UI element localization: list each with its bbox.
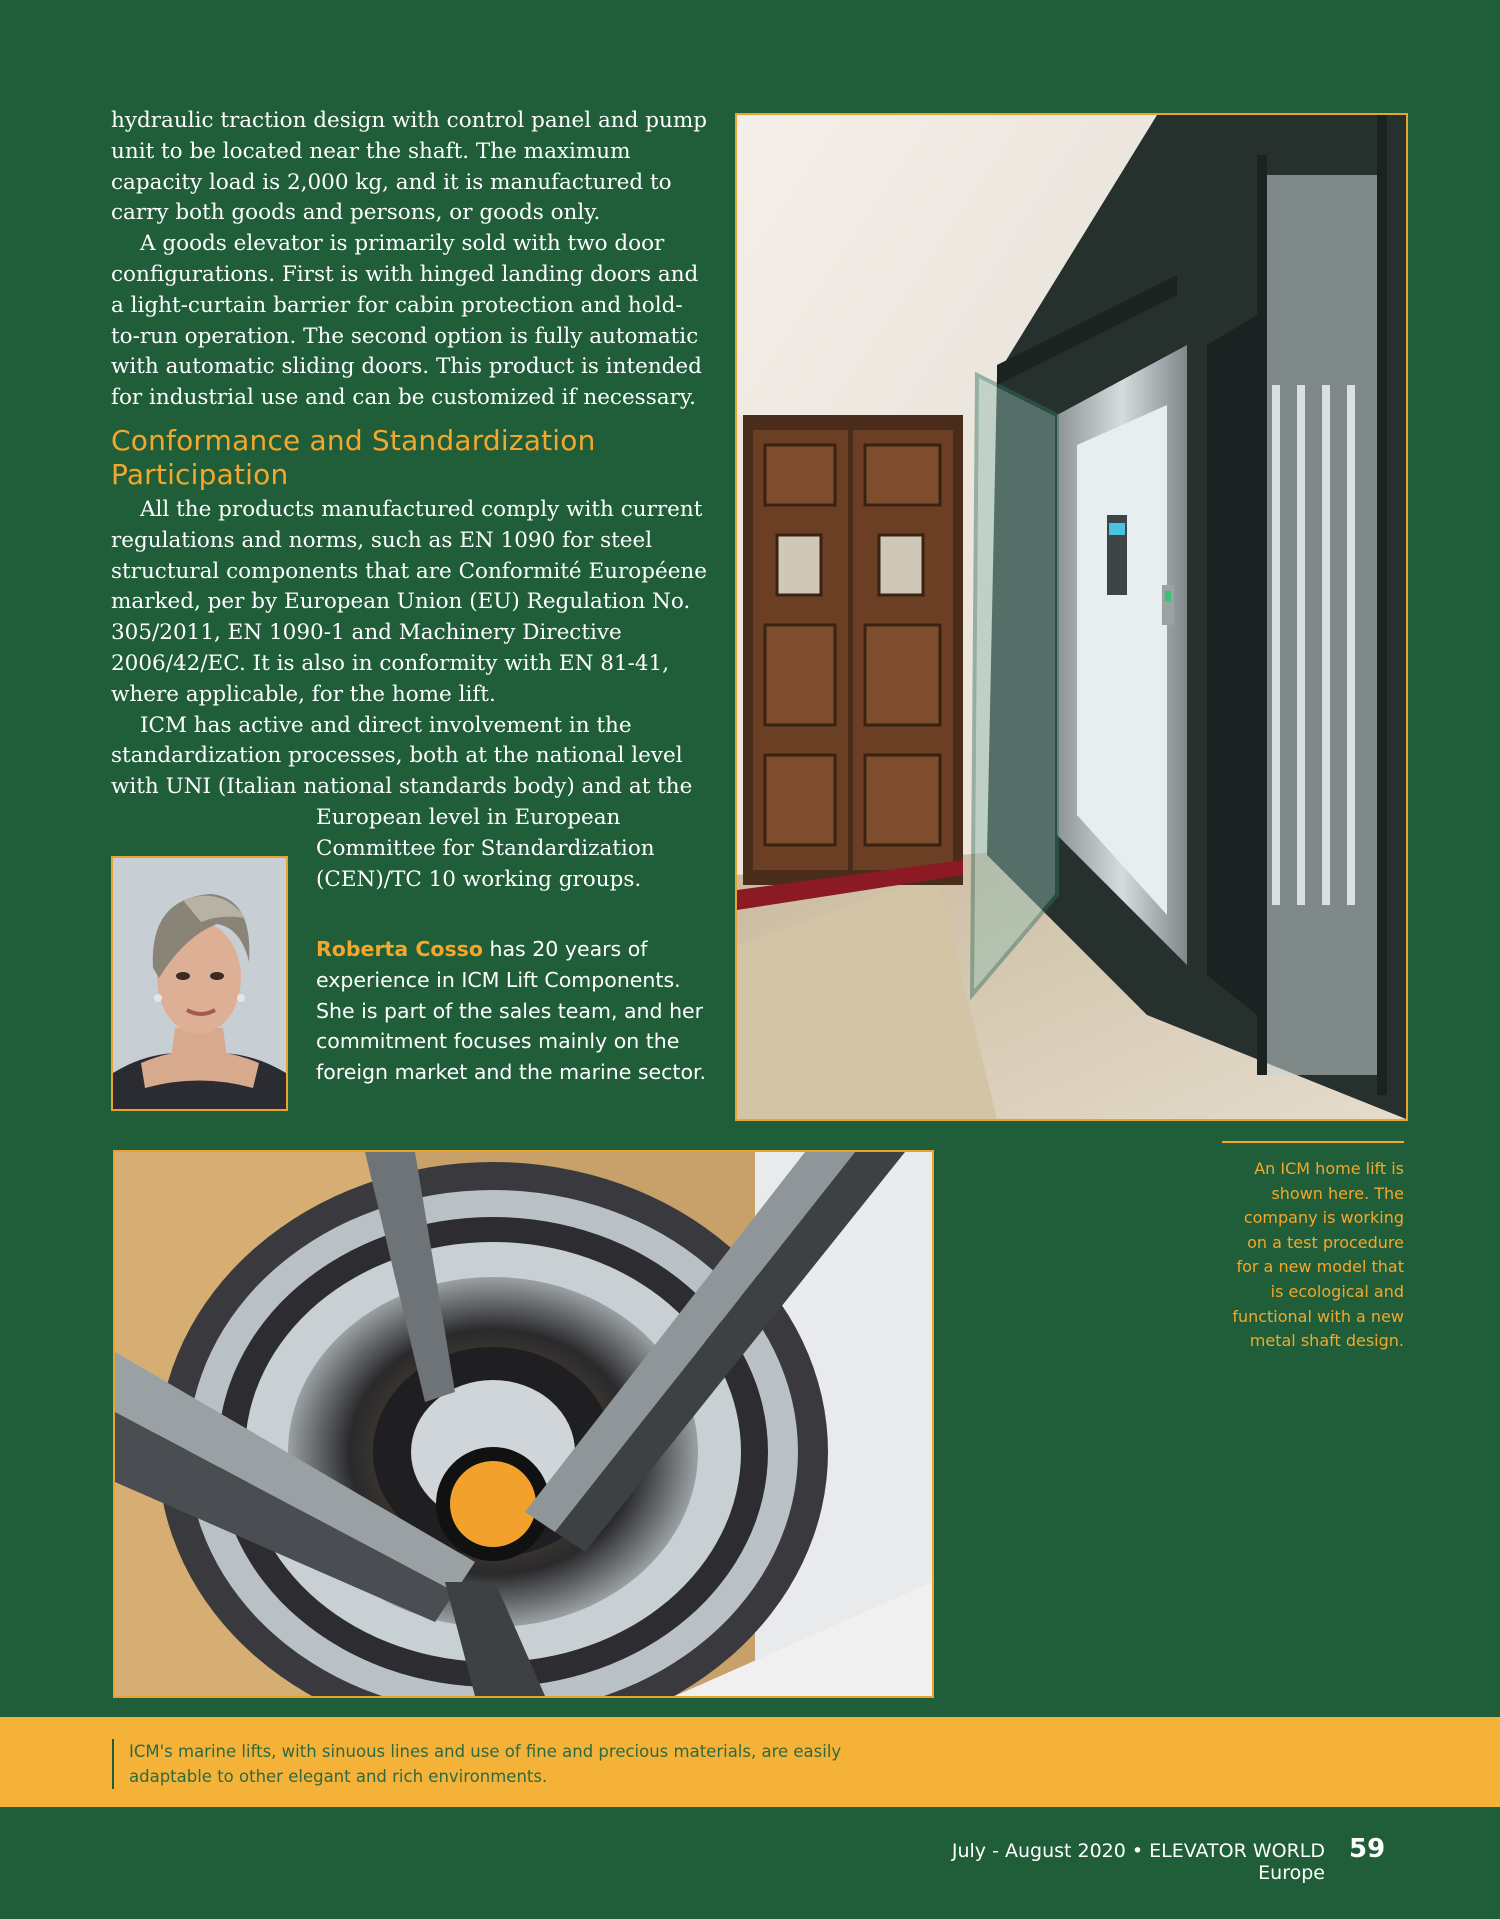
heading-line: Participation <box>111 457 289 491</box>
paragraph: hydraulic traction design with control panel and pump unit to be located near the shaft. The maximum capacity load is 2,000 kg, and it is manufactured to carry both goods and persons, or goods only. <box>111 108 707 226</box>
marine-lift-caption: ICM's marine lifts, with sinuous lines and use of fine and precious materials, are easily adaptable to other elegant and rich environments. <box>112 1739 889 1789</box>
home-lift-caption: An ICM home lift is shown here. The company is working on a test procedure for a new model that is ecological and functional with a new metal shaft design. <box>1222 1141 1404 1354</box>
home-lift-photo <box>735 113 1408 1121</box>
page-number: 59 <box>1349 1834 1386 1864</box>
author-portrait <box>111 856 288 1111</box>
paragraph-continued: European level in European Committee for Standardization (CEN)/TC 10 working groups. <box>316 804 655 892</box>
section-heading <box>111 424 711 492</box>
footer-issue: July - August 2020 • ELEVATOR WORLD Europe <box>951 1840 1325 1884</box>
paragraph: ICM has active and direct involvement in the standardization processes, both at the national level with UNI (Italian national standards body) and at the <box>111 712 693 800</box>
article-column <box>111 106 711 895</box>
paragraph: A goods elevator is primarily sold with two door configurations. First is with hinged landing doors and a light-curtain barrier for cabin protection and hold-to-run operation. The second option is fully automatic with automatic sliding doors. This product is intended for industrial use and can be customized if necessary. <box>111 231 702 411</box>
author-bio <box>316 934 716 1088</box>
paragraph: All the products manufactured comply with current regulations and norms, such as EN 1090 for steel structural components that are Conformité Européene marked, per by European Union (EU) Regulation No. 305/2011, EN 1090-1 and Machinery Directive 2006/42/EC. It is also in conformity with EN 81-41, where applicable, for the home lift. <box>111 496 707 707</box>
heading-line: Conformance and Standardization <box>111 423 596 457</box>
author-name: Roberta Cosso <box>316 937 483 961</box>
marine-caption-band <box>0 1717 1500 1807</box>
author-bio-text: has 20 years of experience in ICM Lift Components. She is part of the sales team, and her commitment focuses mainly on the foreign market and the marine sector. <box>316 937 707 1085</box>
marine-lift-photo <box>113 1150 934 1698</box>
